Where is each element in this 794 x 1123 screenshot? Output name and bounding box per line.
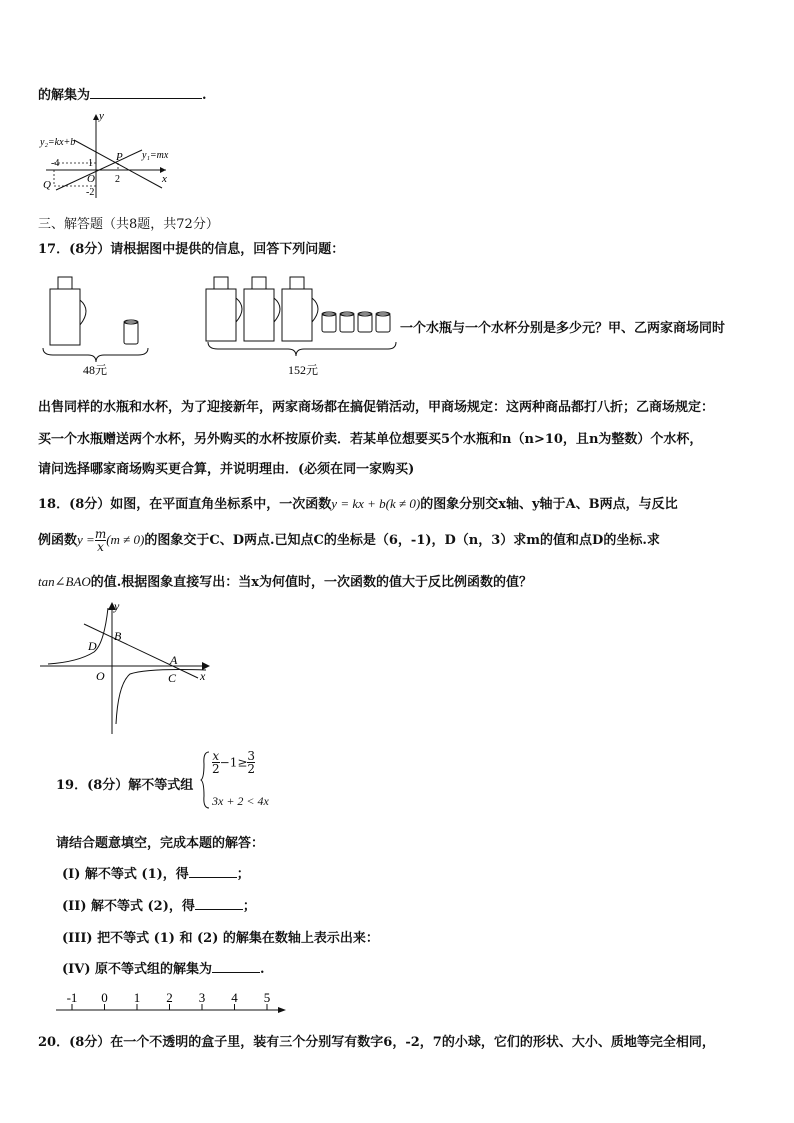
number-line-label: -1 [66,990,78,1005]
q16-tick-neg2: -2 [86,187,95,198]
q18-line2b: 的图象交于C、D两点.已知点C的坐标是（6，-1)，D（n，3）求m的值和点D的坐标.求 [144,533,660,548]
q20-line1: 20．(8分）在一个不透明的盒子里，装有三个分别写有数字6，-2，7的小球，它们的形状、大小、质地等完全相同， [38,1035,715,1050]
number-line-arrow [278,1007,286,1013]
q19-step4 [62,958,265,977]
q19-step3: (III) 把不等式 (1) 和 (2) 的解集在数轴上表示出来： [62,931,379,946]
q18-label-o: O [96,669,105,683]
q16-label-y2: y₂=kx+b [40,137,76,148]
q19-step1-text: (I) 解不等式 (1)，得 [62,867,189,882]
bottle-icon [206,277,242,341]
q17-text-right: 一个水瓶与一个水杯分别是多少元？甲、乙两家商场同时 [400,321,726,336]
q18-graph [38,598,218,738]
q18-label-c: C [168,671,177,685]
q16-x-label: x [162,173,167,185]
q16-label-q: Q [43,179,51,191]
q17-figure [38,270,398,380]
number-line-label: 4 [231,990,238,1005]
q18-x-label: x [200,669,206,683]
q19-ineq1-lfrac [212,750,220,775]
cup-icon [340,312,354,332]
q17-line3 [38,428,702,447]
q17-line3b: n（n>10，且 [502,432,589,447]
q16-y-label: y [99,110,104,122]
section3-title: 三、解答题（共8题，共72分） [38,217,219,232]
q19-step1-semi: ； [236,867,250,882]
number-line-label: 3 [198,990,206,1005]
q19-step1-blank[interactable] [189,877,237,878]
cup-icon [124,320,138,344]
cup-icon [358,312,372,332]
q16-answer-line [38,84,207,103]
q18-linear-formula: y = kx + b(k ≠ 0) [331,496,421,511]
q16-label-o: O [87,173,95,185]
q17-line3c: n为整数）个水杯， [588,432,703,447]
q19-ineq1-num: x [212,749,220,763]
q17-line4: 请问选择哪家商场购买更合算，并说明理由．(必须在同一家购买) [38,462,415,477]
q18-line1 [38,493,678,512]
q16-tick-1: 1 [88,158,93,169]
bottle-icon [244,277,280,341]
q19-ineq1-rden: 2 [247,762,256,776]
q17-line2: 出售同样的水瓶和水杯，为了迎接新年，两家商场都在搞促销活动，甲商场规定：这两种商品都打八折；乙商场规定： [38,400,715,415]
q18-y-eq: y = [77,532,95,547]
q17-line3a: 买一个水瓶赠送两个水杯，另外购买的水杯按原价卖．若某单位想要买5个水瓶和 [38,432,503,447]
q19-brace [200,750,210,810]
q17-price-left: 48元 [83,363,108,377]
q19-ineq1 [212,750,255,775]
q16-tick-2: 2 [115,174,120,185]
q16-label-p: P [116,151,123,163]
q16-tick-neg4: -4 [51,158,60,169]
q19-ineq1-rfrac [247,750,255,775]
bottle-icon [50,277,86,345]
q19-ineq1-mid: −1≥ [219,755,248,770]
q18-frac-den: x [97,540,104,554]
q16-period: . [202,88,207,103]
q18-label-a: A [170,653,178,667]
q16-label-y1: y₁=mx [142,150,169,161]
q17-brace-left [43,348,148,362]
q19-number-line [54,988,290,1018]
cup-icon [322,312,336,332]
q18-line2a: 例函数 [38,533,78,548]
q18-hyperbola-left [48,608,108,664]
q19-step4-text: (IV) 原不等式组的解集为 [62,962,212,977]
q18-line1a: 18．(8分）如图，在平面直角坐标系中，一次函数 [38,497,332,512]
q18-hyperbola-right [116,670,206,725]
q19-step1 [62,863,250,882]
q18-line1b: 的图象分别交x轴、y轴于A、B两点，与反比 [420,497,678,512]
q19-step2-semi: ； [242,899,256,914]
q16-tail-text: 的解集为 [38,88,91,103]
q19-ineq1-den: 2 [212,762,220,776]
q16-answer-blank[interactable] [90,98,202,99]
number-line-label: 2 [166,990,173,1005]
q16-graph [38,108,178,200]
q18-tan: tan∠BAO [38,574,91,589]
number-line-label: 5 [263,990,271,1005]
q19-step2-blank[interactable] [195,909,243,910]
number-line-label: 0 [101,990,108,1005]
number-line-label: 1 [133,990,141,1005]
q17-price-right: 152元 [288,363,319,377]
q17-header: 17．(8分）请根据图中提供的信息，回答下列问题： [38,242,345,257]
q19-step4-blank[interactable] [212,972,260,973]
q19-ineq1-rnum: 3 [247,749,256,763]
q19-step2-text: (II) 解不等式 (2)，得 [62,899,195,914]
q18-fraction [95,528,106,553]
q19-step2 [62,895,256,914]
bottle-icon [282,277,318,341]
q19-ineq2: 3x + 2 < 4x [212,794,269,808]
q19-header: 19．(8分）解不等式组 [56,778,194,793]
q18-frac-num: m [94,527,107,541]
q18-label-b: B [114,629,122,643]
q18-y-label: y [114,599,120,613]
q18-line3b: 的值.根据图象直接写出：当x为何值时，一次函数的值大于反比例函数的值？ [90,575,533,590]
q19-system [200,750,300,810]
q18-line3 [38,571,532,590]
q18-line2 [38,528,660,553]
cup-icon [376,312,390,332]
q17-brace-right [208,342,396,356]
q18-condition: (m ≠ 0) [106,532,145,547]
q19-prompt: 请结合题意填空，完成本题的解答： [56,836,265,851]
q19-step4-dot: . [260,962,265,977]
q18-label-d: D [88,639,97,653]
